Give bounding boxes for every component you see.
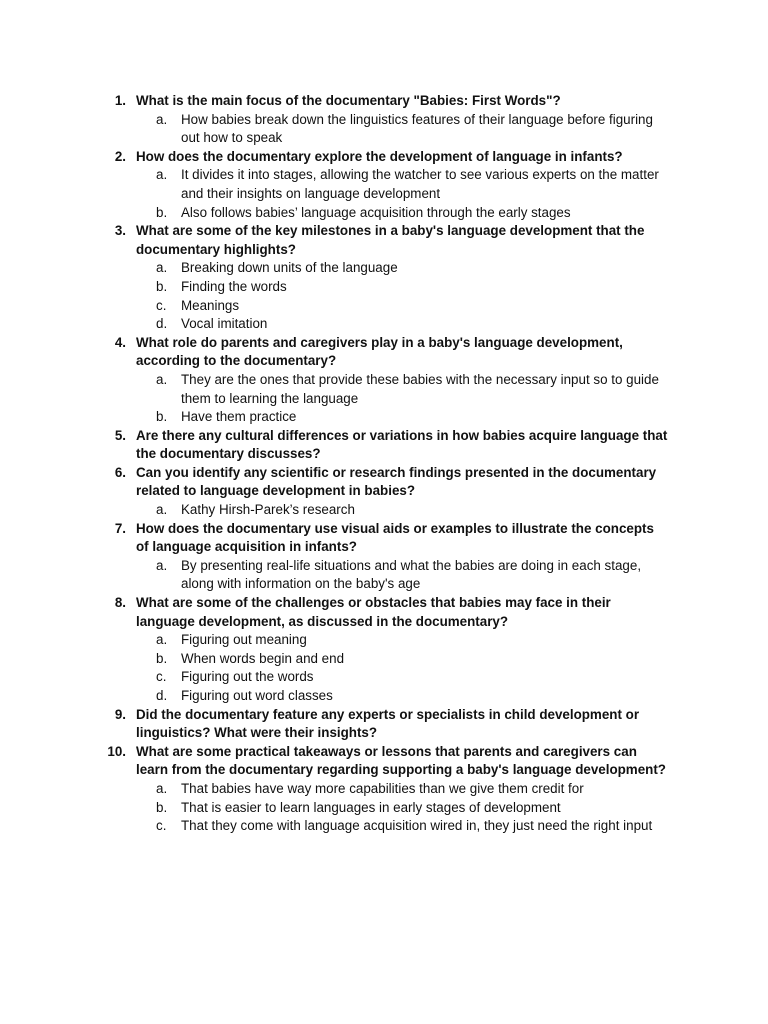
question-text: Are there any cultural differences or variations in how babies acquire language that the documentary discusses? — [136, 427, 668, 462]
answer-letter: c. — [156, 818, 167, 834]
answer-text: Figuring out the words — [181, 669, 314, 685]
question-item — [0, 222, 768, 334]
question-text: What are some of the challenges or obstacles that babies may face in their language development, as discussed in the documentary? — [136, 595, 611, 629]
question-item — [0, 148, 768, 222]
answer-item — [136, 204, 668, 223]
question-text: What role do parents and caregivers play in a baby's language development, according to the documentary? — [136, 334, 623, 369]
answer-item — [136, 650, 668, 669]
answer-letter: a. — [156, 632, 168, 648]
question-number: 4. — [114, 334, 126, 350]
question-item — [0, 743, 768, 836]
answer-letter: b. — [156, 204, 168, 220]
answer-letter: c. — [156, 297, 167, 313]
answer-item — [136, 631, 668, 650]
answer-letter: b. — [156, 409, 168, 425]
question-text: What are some practical takeaways or lessons that parents and caregivers can learn from the documentary regarding supporting a baby's language development? — [136, 743, 666, 778]
answer-letter: a. — [156, 111, 168, 127]
question-item — [0, 92, 768, 148]
answer-text: Figuring out word classes — [181, 688, 333, 703]
question-number: 7. — [114, 520, 126, 536]
answer-letter: a. — [156, 502, 168, 518]
answer-list — [136, 501, 668, 520]
answer-text: Breaking down units of the language — [181, 260, 398, 276]
question-text: What are some of the key milestones in a baby's language development that the documentary highlights? — [136, 223, 645, 257]
question-number: 6. — [114, 464, 126, 480]
answer-item — [136, 668, 668, 687]
answer-list — [136, 557, 668, 594]
answer-letter: a. — [156, 557, 168, 573]
answer-text: Kathy Hirsh-Parek’s research — [181, 502, 355, 518]
question-item — [0, 334, 768, 427]
answer-list — [136, 371, 668, 427]
answer-item — [136, 315, 668, 334]
answer-text: They are the ones that provide these babies with the necessary input so to guide them to learning the language — [181, 371, 659, 406]
answer-text: How babies break down the linguistics features of their language before figuring out how to speak — [181, 111, 653, 146]
answer-text: Figuring out meaning — [181, 632, 307, 648]
answer-letter: b. — [156, 650, 168, 666]
answer-letter: d. — [156, 316, 168, 332]
answer-text: Finding the words — [181, 278, 287, 294]
answer-text: That babies have way more capabilities than we give them credit for — [181, 780, 584, 796]
answer-item — [136, 408, 668, 427]
answer-text: Meanings — [181, 297, 240, 313]
answer-letter: b. — [156, 799, 168, 815]
question-text: How does the documentary explore the development of language in infants? — [136, 148, 623, 164]
answer-item — [136, 297, 668, 316]
question-item — [0, 427, 768, 464]
answer-item — [136, 166, 668, 203]
answer-text: It divides it into stages, allowing the watcher to see various experts on the matter and their insights on language development — [181, 167, 659, 201]
answer-text: That is easier to learn languages in early stages of development — [181, 799, 561, 815]
answer-list — [136, 259, 668, 333]
question-item — [0, 706, 768, 743]
answer-item — [136, 278, 668, 297]
answer-item — [136, 817, 668, 836]
answer-text: Also follows babies’ language acquisition through the early stages — [181, 204, 571, 220]
answer-item — [136, 557, 668, 594]
answer-text: By presenting real-life situations and what the babies are doing in each stage, along with information on the baby's age — [181, 557, 642, 592]
answer-list — [136, 111, 668, 148]
answer-item — [136, 799, 668, 818]
answer-item — [136, 687, 668, 706]
question-list — [0, 92, 768, 836]
answer-list — [136, 780, 668, 836]
answer-list — [136, 166, 668, 222]
question-item — [0, 464, 768, 520]
answer-letter: a. — [156, 780, 168, 796]
answer-text: That they come with language acquisition wired in, they just need the right input — [181, 818, 653, 834]
answer-list — [136, 631, 668, 705]
question-item — [0, 594, 768, 706]
answer-letter: b. — [156, 278, 168, 294]
answer-text: Have them practice — [181, 409, 297, 425]
question-item — [0, 520, 768, 594]
question-text: Did the documentary feature any experts or specialists in child development or linguistics? What were their insights? — [136, 706, 640, 741]
question-number: 2. — [114, 148, 126, 164]
question-number: 5. — [114, 427, 126, 443]
answer-letter: a. — [156, 371, 168, 387]
answer-item — [136, 111, 668, 148]
answer-item — [136, 780, 668, 799]
answer-letter: a. — [156, 260, 168, 276]
question-number: 3. — [114, 223, 126, 239]
question-number: 9. — [114, 706, 126, 722]
question-number: 10. — [107, 743, 126, 759]
answer-letter: c. — [156, 669, 167, 685]
question-text: Can you identify any scientific or research findings presented in the documentary related to language development in babies? — [136, 464, 657, 499]
answer-letter: a. — [156, 167, 168, 183]
question-text: How does the documentary use visual aids or examples to illustrate the concepts of language acquisition in infants? — [136, 520, 654, 555]
answer-text: Vocal imitation — [181, 316, 268, 332]
answer-item — [136, 371, 668, 408]
answer-text: When words begin and end — [181, 650, 345, 666]
question-text: What is the main focus of the documentary "Babies: First Words"? — [136, 93, 561, 108]
question-number: 1. — [114, 93, 126, 108]
question-number: 8. — [114, 595, 126, 611]
answer-letter: d. — [156, 688, 168, 703]
answer-item — [136, 259, 668, 278]
answer-item — [136, 501, 668, 520]
